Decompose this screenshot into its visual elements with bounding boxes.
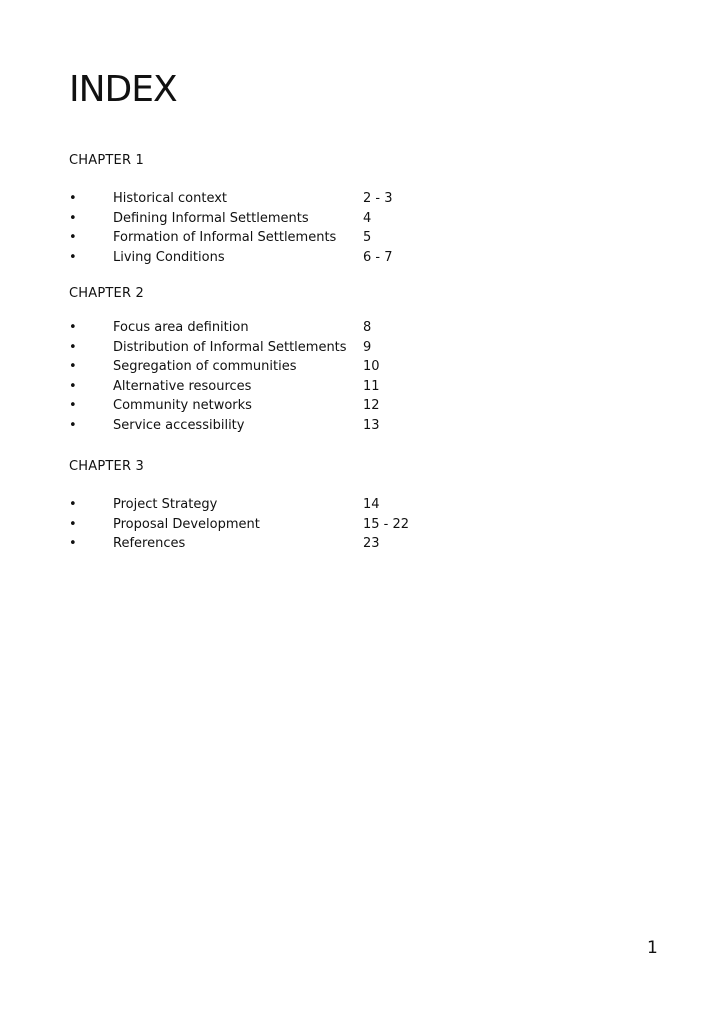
list-item (69, 534, 489, 554)
item-label: Defining Informal Settlements (113, 210, 309, 226)
chapter-1-list (69, 189, 489, 267)
chapter-3-list (69, 495, 489, 554)
bullet: • (69, 497, 77, 512)
bullet: • (69, 249, 77, 265)
item-pages: 10 (363, 359, 380, 375)
page-number: 1 (647, 938, 658, 958)
bullet: • (69, 230, 77, 246)
chapter-heading: CHAPTER 3 (69, 459, 144, 474)
list-item (69, 495, 489, 515)
chapter-heading: CHAPTER 1 (69, 153, 144, 168)
item-label: Alternative resources (113, 378, 252, 394)
item-pages: 5 (363, 230, 372, 246)
item-pages: 23 (363, 536, 380, 552)
item-pages: 13 (363, 417, 380, 433)
item-label: Focus area definition (113, 320, 249, 335)
item-pages: 15 - 22 (363, 516, 410, 532)
bullet: • (69, 210, 77, 226)
item-pages: 6 - 7 (363, 249, 393, 265)
bullet: • (69, 398, 77, 414)
item-pages: 11 (363, 378, 380, 394)
bullet: • (69, 417, 77, 433)
item-pages: 2 - 3 (363, 191, 393, 206)
list-item (69, 248, 489, 268)
item-pages: 14 (363, 497, 380, 512)
page-title: INDEX (69, 69, 177, 110)
item-label: Service accessibility (113, 417, 245, 433)
item-label: Living Conditions (113, 249, 225, 265)
item-pages: 12 (363, 398, 380, 414)
item-pages: 8 (363, 320, 372, 335)
item-label: References (113, 536, 186, 552)
bullet: • (69, 339, 77, 355)
bullet: • (69, 320, 77, 335)
list-item (69, 377, 489, 397)
chapter-2-list (69, 318, 489, 436)
list-item (69, 416, 489, 436)
list-item (69, 396, 489, 416)
list-item (69, 515, 489, 535)
bullet: • (69, 359, 77, 375)
item-label: Segregation of communities (113, 359, 297, 375)
bullet: • (69, 536, 77, 552)
bullet: • (69, 516, 77, 532)
list-item (69, 357, 489, 377)
item-label: Proposal Development (113, 516, 260, 532)
item-label: Project Strategy (113, 497, 218, 512)
chapter-heading: CHAPTER 2 (69, 286, 144, 301)
list-item (69, 318, 489, 338)
list-item (69, 338, 489, 358)
item-label: Distribution of Informal Settlements (113, 339, 347, 355)
list-item (69, 209, 489, 229)
bullet: • (69, 378, 77, 394)
item-pages: 9 (363, 339, 372, 355)
item-pages: 4 (363, 210, 372, 226)
bullet: • (69, 191, 77, 206)
list-item (69, 189, 489, 209)
item-label: Historical context (113, 191, 228, 206)
list-item (69, 228, 489, 248)
item-label: Formation of Informal Settlements (113, 230, 337, 246)
item-label: Community networks (113, 398, 252, 414)
